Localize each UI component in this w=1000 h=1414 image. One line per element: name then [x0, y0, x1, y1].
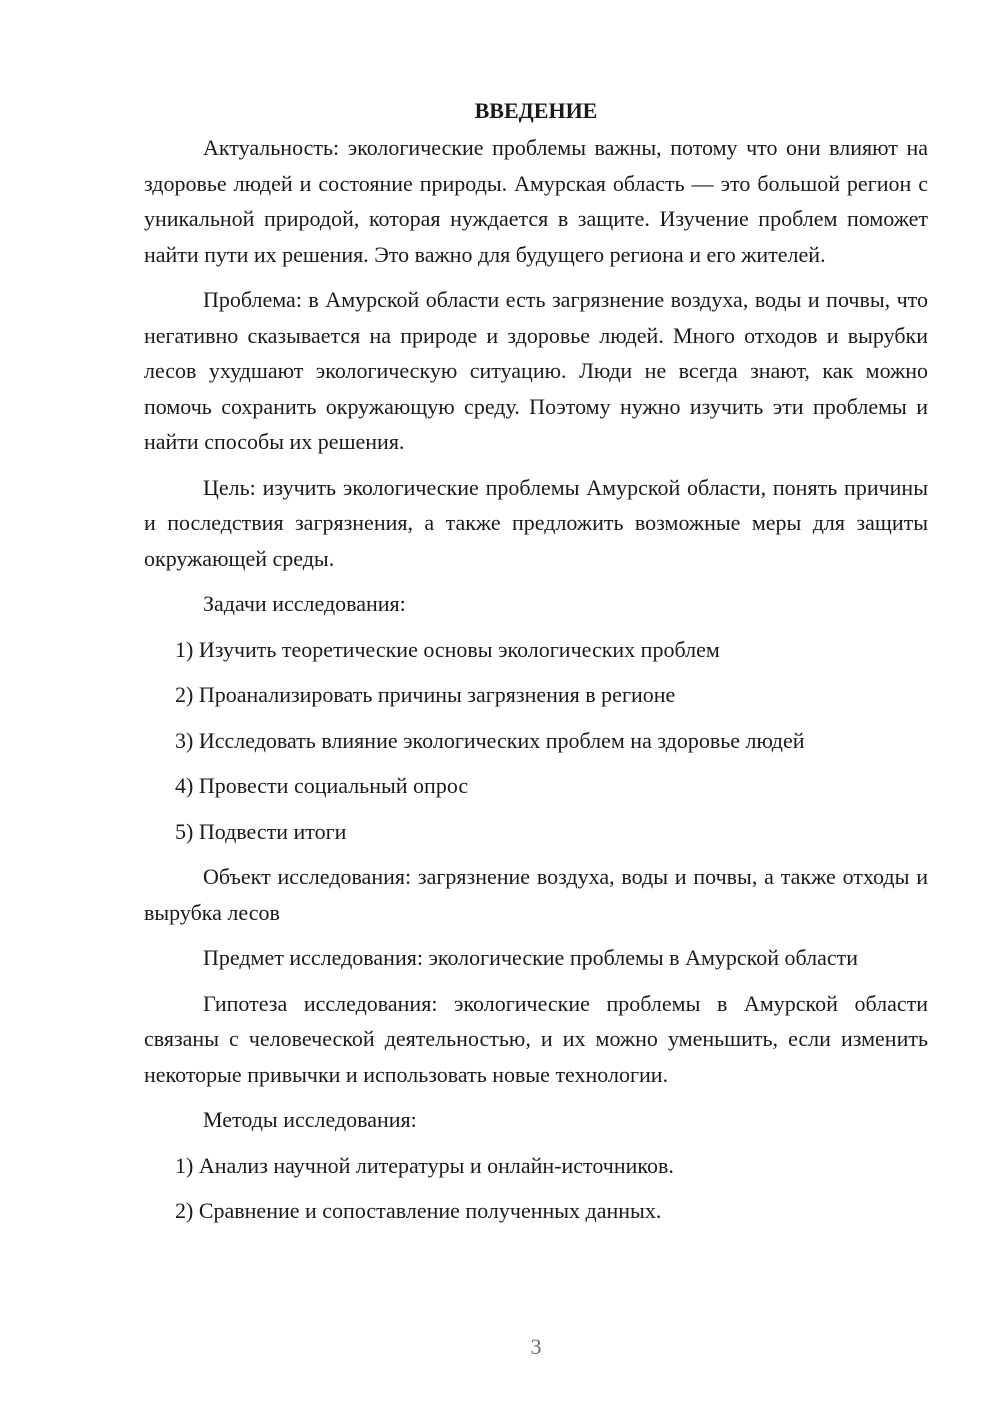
list-item: 1) Изучить теоретические основы экологических проблем	[175, 636, 720, 662]
goal-paragraph: Цель: изучить экологические проблемы Амурской области, понять причины и последствия загрязнения, а также предложить возможные меры для защиты окружающей среды.	[144, 474, 928, 571]
tasks-list	[144, 632, 928, 850]
list-item: 4) Провести социальный опрос	[175, 773, 469, 798]
list-item: 2) Проанализировать причины загрязнения в регионе	[175, 682, 676, 707]
relevance-paragraph: Актуальность: экологические проблемы важны, потому что они влияют на здоровье людей и состояние природы. Амурская область — это большой регион с уникальной природой, которая нуждается в защите. Изучение проблем поможет найти пути их решения. Это важно для будущего региона и его жителей.	[144, 135, 928, 267]
methods-list	[144, 1148, 928, 1229]
object-paragraph: Объект исследования: загрязнение воздуха, воды и почвы, а также отходы и вырубка лесов	[144, 864, 928, 925]
page-title: ВВЕДЕНИЕ	[474, 98, 598, 123]
methods-heading: Методы исследования:	[203, 1107, 417, 1132]
list-item: 5) Подвести итоги	[175, 818, 347, 844]
subject-paragraph: Предмет исследования: экологические проблемы в Амурской области	[203, 945, 859, 970]
tasks-heading: Задачи исследования:	[203, 591, 406, 616]
problem-paragraph: Проблема: в Амурской области есть загрязнение воздуха, воды и почвы, что негативно сказывается на природе и здоровье людей. Много отходов и вырубки лесов ухудшают экологическую ситуацию. Люди не всегда знают, как можно помочь сохранить окружающую среду. Поэтому нужно изучить эти проблемы и найти способы их решения.	[144, 287, 928, 454]
list-item: 1) Анализ научной литературы и онлайн-источников.	[175, 1152, 674, 1178]
list-item: 3) Исследовать влияние экологических проблем на здоровье людей	[175, 727, 805, 753]
page-number: 3	[530, 1334, 542, 1359]
list-item: 2) Сравнение и сопоставление полученных данных.	[175, 1198, 662, 1223]
hypothesis-paragraph: Гипотеза исследования: экологические проблемы в Амурской области связаны с человеческой деятельностью, и их можно уменьшить, если изменить некоторые привычки и использовать новые технологии.	[144, 990, 928, 1087]
document-page	[144, 96, 928, 1239]
